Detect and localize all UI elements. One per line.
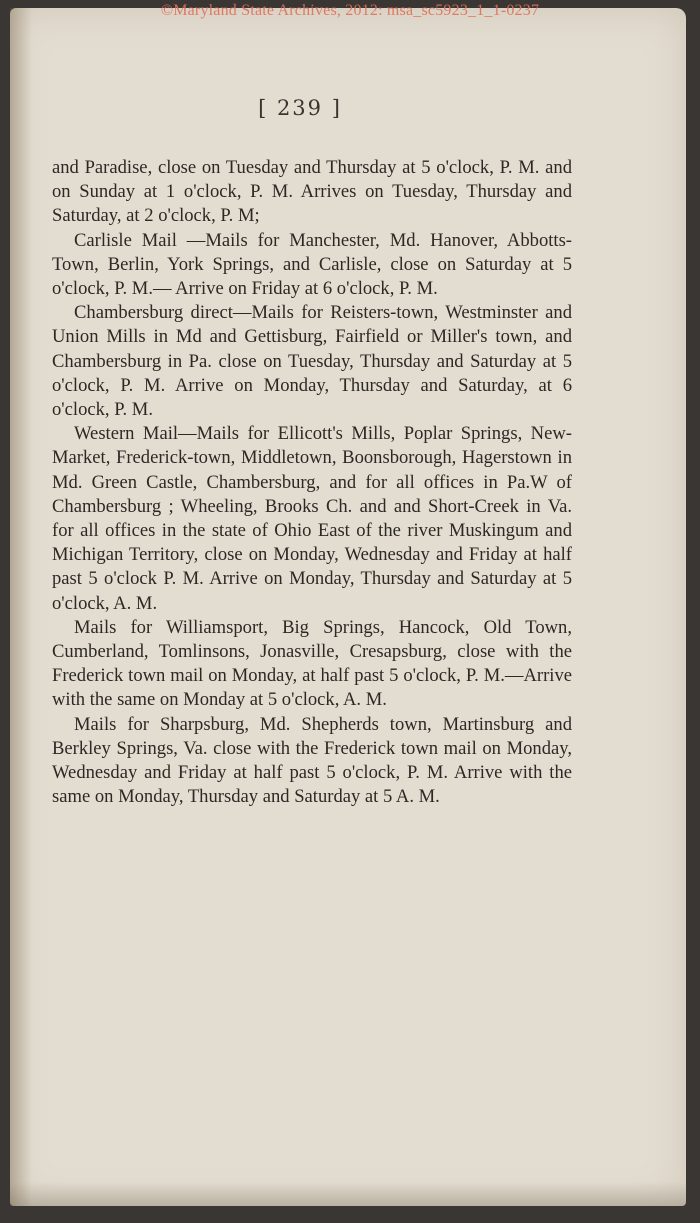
paragraph-carlisle-mail: Carlisle Mail —Mails for Manchester, Md. Hanover, Abbotts-Town, Berlin, York Springs, and Carlisle, close on Saturday at 5 o'clock, P. M.— Arrive on Friday at 6 o'clock, P. M. (52, 229, 572, 300)
page-body-text (52, 156, 572, 809)
paragraph-continuation: and Paradise, close on Tuesday and Thursday at 5 o'clock, P. M. and on Sunday at 1 o'clock, P. M. Arrives on Tuesday, Thursday and Saturday, at 2 o'clock, P. M; (52, 157, 572, 227)
page-bottom-edge (10, 1182, 686, 1206)
paragraph-williamsport-mails: Mails for Williamsport, Big Springs, Hancock, Old Town, Cumberland, Tomlinsons, Jonasville, Cresapsburg, close with the Frederick town mail on Monday, at half past 5 o'clock, P. M.—Arrive with the same on Monday at 5 o'clock, A. M. (52, 616, 572, 711)
paragraph-chambersburg-direct: Chambersburg direct—Mails for Reisters-town, Westminster and Union Mills in Md and Gettisburg, Fairfield or Miller's town, and Chambersburg in Pa. close on Tuesday, Thursday and Saturday at 5 o'clock, P. M. Arrive on Monday, Thursday and Saturday, at 6 o'clock, P. M. (52, 302, 572, 421)
page-number: [ 239 ] (258, 96, 342, 120)
paragraph-sharpsburg-mails: Mails for Sharpsburg, Md. Shepherds town, Martinsburg and Berkley Springs, Va. close with the Frederick town mail on Monday, Wednesday and Friday at half past 5 o'clock, P. M. Arrive with the same on Monday, Thursday and Saturday at 5 A. M. (52, 713, 572, 808)
page-gutter-shadow (10, 8, 32, 1206)
paragraph-western-mail: Western Mail—Mails for Ellicott's Mills, Poplar Springs, New-Market, Frederick-town, Middletown, Boonsborough, Hagerstown in Md. Green Castle, Chambersburg, and for all offices in Pa.W of Chambersburg ; Wheeling, Brooks Ch. and and Short-Creek in Va. for all offices in the state of Ohio East of the river Muskingum and Michigan Territory, close on Monday, Wednesday and Friday at half past 5 o'clock P. M. Arrive on Monday, Thursday and Saturday at 5 o'clock, A. M. (52, 423, 572, 614)
archive-watermark: ©Maryland State Archives, 2012: msa_sc5923_1_1-0237 (160, 2, 540, 19)
